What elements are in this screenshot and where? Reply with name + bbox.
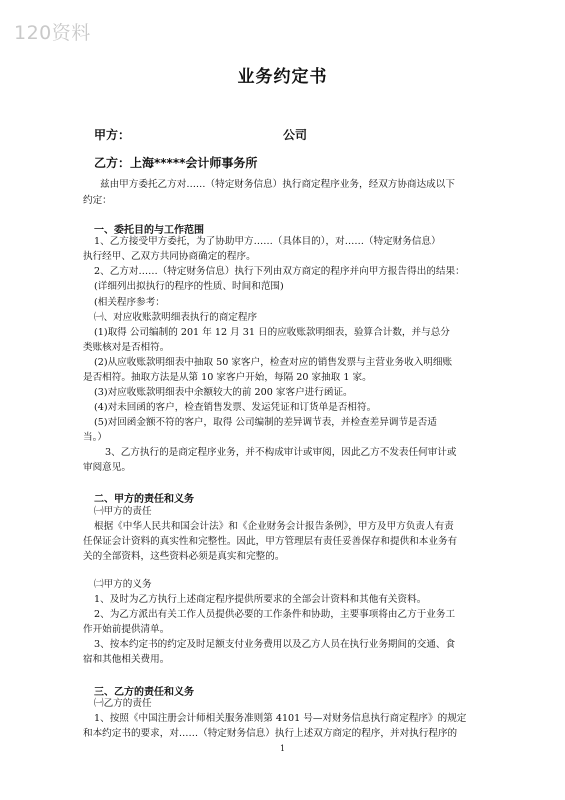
body-line: 3、乙方执行的是商定程序业务，并不构成审计或审阅，因此乙方不发表任何审计或 [105,447,457,458]
body-line: 2、乙方对……（特定财务信息）执行下列由双方商定的程序并向甲方报告得出的结果： [94,266,465,277]
body-line: 3、按本约定书的约定及时足额支付业务费用以及乙方人员在执行业务期间的交通、食 [94,639,456,650]
body-line: (5)对回函金额不符的客户，取得 公司编制的差异调节表，并检查差异调节是否适 [94,417,437,428]
body-line: 宿和其他相关费用。 [83,654,170,665]
body-line: (1)取得 公司编制的 201 年 12 月 31 日的应收账款明细表，验算合计数，并与总分 [94,327,450,338]
body-line: ㈡甲方的义务 [94,579,152,590]
body-line: 1、及时为乙方执行上述商定程序提供所要求的全部会计资料和其他有关资料。 [94,594,427,605]
party-a-label: 甲方： [94,128,131,142]
party-b-line: 乙方：上海*****会计师事务所 [94,156,258,170]
body-line: 是否相符。抽取方法是从第 10 家客户开始，每隔 20 家抽取 1 家。 [83,372,372,383]
body-line: 执行经甲、乙双方共同协商确定的程序。 [83,251,256,262]
body-line: 类账核对是否相符。 [83,342,170,353]
body-line: (2)从应收账款明细表中抽取 50 家客户，检查对应的销售发票与主营业务收入明细账 [94,357,453,368]
page-number: 1 [279,744,286,753]
body-line: ㈠甲方的责任 [94,506,152,517]
intro-line: 兹由甲方委托乙方对……（特定财务信息）执行商定程序业务，经双方协商达成以下 [100,179,455,190]
party-a-suffix: 公司 [283,128,308,142]
body-line: 当。） [83,432,107,443]
body-line: 任保证会计资料的真实性和完整性。因此，甲方管理层有责任妥善保存和提供和本业务有 [83,536,458,547]
section-heading: 三、乙方的责任和义务 [94,687,194,698]
watermark: 120资料 [14,22,91,44]
body-line: ㈠、对应收账款明细表执行的商定程序 [94,312,258,323]
body-line: ㈠乙方的责任 [94,698,152,709]
body-line: 根据《中华人民共和国会计法》和《企业财务会计报告条例》，甲方及甲方负责人有责 [94,521,454,532]
intro-line: 约定： [83,195,112,206]
body-line: 1、乙方接受甲方委托，为了协助甲方……（具体目的），对……（特定财务信息） [94,236,441,247]
body-line: (详细列出拟执行的程序的性质、时间和范围) [94,281,284,292]
section-heading: 一、委托目的与工作范围 [94,225,204,236]
body-line: (3)对应收账款明细表中余额较大的前 200 家客户进行函证。 [94,387,353,398]
document-title: 业务约定书 [237,67,328,87]
body-line: (4)对未回函的客户，检查销售发票、发运凭证和订货单是否相符。 [94,402,377,413]
section-heading: 二、甲方的责任和义务 [94,494,194,505]
body-line: (相关程序参考： [94,297,165,308]
body-line: 2、为乙方派出有关工作人员提供必要的工作条件和协助，主要事项将由乙方于业务工 [94,609,456,620]
body-line: 关的全部资料，这些资料必须是真实和完整的。 [83,551,285,562]
body-line: 作开始前提供清单。 [83,624,170,635]
body-line: 和本约定书的要求，对……（特定财务信息）执行上述双方商定的程序，并对执行程序的 [83,728,458,739]
body-line: 审阅意见。 [83,462,131,473]
body-line: 1、按照《中国注册会计师相关服务准则第 4101 号—对财务信息执行商定程序》的规定 [94,713,467,724]
